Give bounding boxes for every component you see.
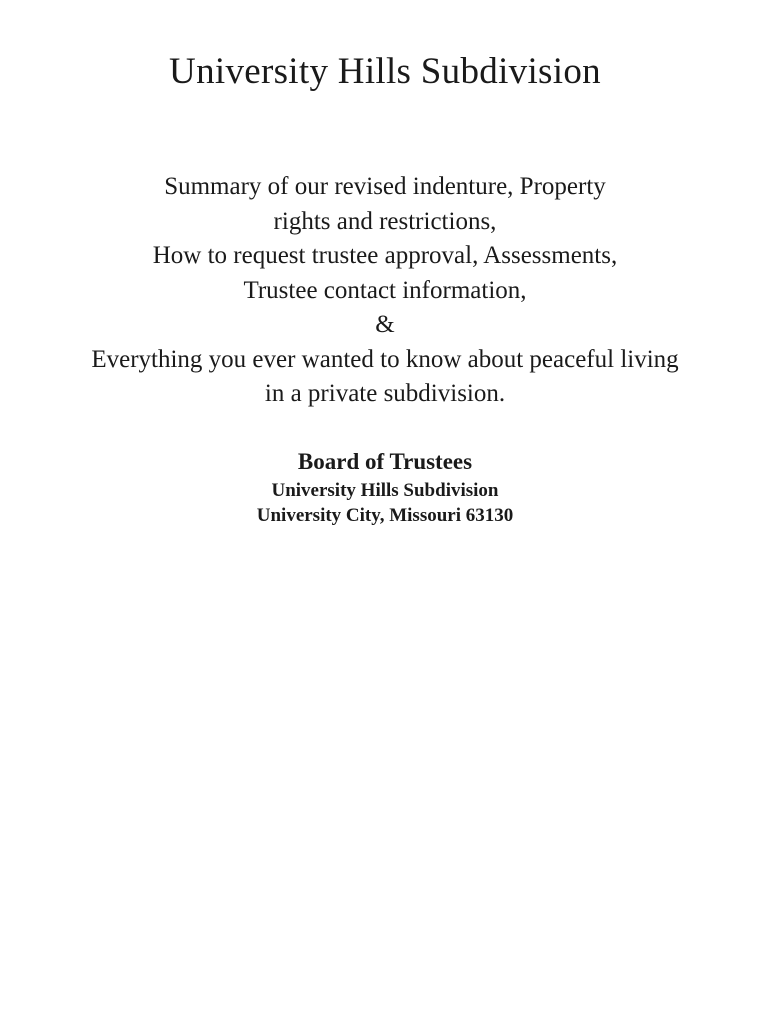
summary-line: Everything you ever wanted to know about peaceful living <box>91 345 679 373</box>
summary-line: How to request trustee approval, Assessments, <box>152 242 618 269</box>
summary-line: Summary of our revised indenture, Property <box>164 173 606 200</box>
board-address: University City, Missouri 63130 <box>256 505 514 526</box>
summary-line: rights and restrictions, <box>273 207 497 235</box>
summary-line: in a private subdivision. <box>264 380 506 407</box>
page-title: University Hills Subdivision <box>169 51 601 92</box>
summary-ampersand: & <box>375 311 395 338</box>
board-signature-block <box>0 446 770 528</box>
summary-line: Trustee contact information, <box>243 276 527 304</box>
summary-block <box>20 170 750 412</box>
board-organization: University Hills Subdivision <box>271 480 499 501</box>
board-heading: Board of Trustees <box>297 449 473 474</box>
